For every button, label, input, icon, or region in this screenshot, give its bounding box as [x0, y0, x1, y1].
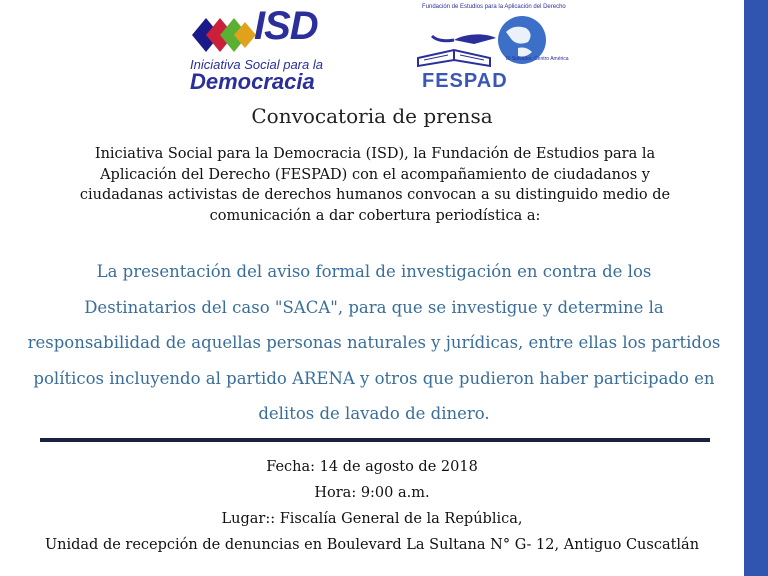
fespad-logo-word: FESPAD [422, 70, 508, 92]
fespad-logo-top-text: Fundación de Estudios para la Aplicación del Derecho [422, 4, 566, 10]
intro-line: Aplicación del Derecho (FESPAD) con el acompañamiento de ciudadanos y [100, 166, 650, 183]
intro-line: ciudadanas activistas de derechos humanos convocan a su distinguido medio de [79, 187, 671, 203]
announcement-line: políticos incluyendo al partido ARENA y otros que pudieron haber participado en [33, 368, 715, 388]
right-accent-bar [744, 0, 768, 576]
section-divider [40, 438, 710, 442]
announcement-line: Destinatarios del caso "SACA", para que se investigue y determine la [84, 297, 664, 317]
announcement-paragraph [4, 254, 744, 432]
fespad-logo-side-text: El Salvador, Centro América [506, 56, 569, 62]
announcement-line: responsabilidad de aquellas personas naturales y jurídicas, entre ellas los partidos [27, 333, 721, 352]
fespad-logo [414, 4, 569, 96]
event-date: Fecha: 14 de agosto de 2018 [266, 459, 478, 475]
isd-logo-line1: Iniciativa Social para la [190, 57, 323, 72]
event-place: Lugar:: Fiscalía General de la República, [221, 511, 523, 527]
intro-paragraph [30, 144, 720, 226]
isd-logo [188, 4, 328, 94]
intro-line: Iniciativa Social para la Democracia (ISD), la Fundación de Estudios para la [94, 146, 656, 162]
fespad-globe-book-icon [414, 10, 564, 72]
event-address: Unidad de recepción de denuncias en Boulevard La Sultana N° G- 12, Antiguo Cuscatlán [44, 537, 700, 553]
event-time: Hora: 9:00 a.m. [314, 485, 430, 501]
isd-logo-line2: Democracia [190, 69, 315, 94]
announcement-line: La presentación del aviso formal de investigación en contra de los [96, 262, 652, 281]
isd-diamond-mark-icon [188, 12, 258, 58]
isd-logo-letters: ISD [254, 4, 318, 48]
event-details [0, 454, 744, 558]
intro-line: comunicación a dar cobertura periodística a: [209, 207, 541, 224]
page-title: Convocatoria de prensa [251, 104, 493, 128]
announcement-line: delitos de lavado de dinero. [258, 404, 490, 423]
